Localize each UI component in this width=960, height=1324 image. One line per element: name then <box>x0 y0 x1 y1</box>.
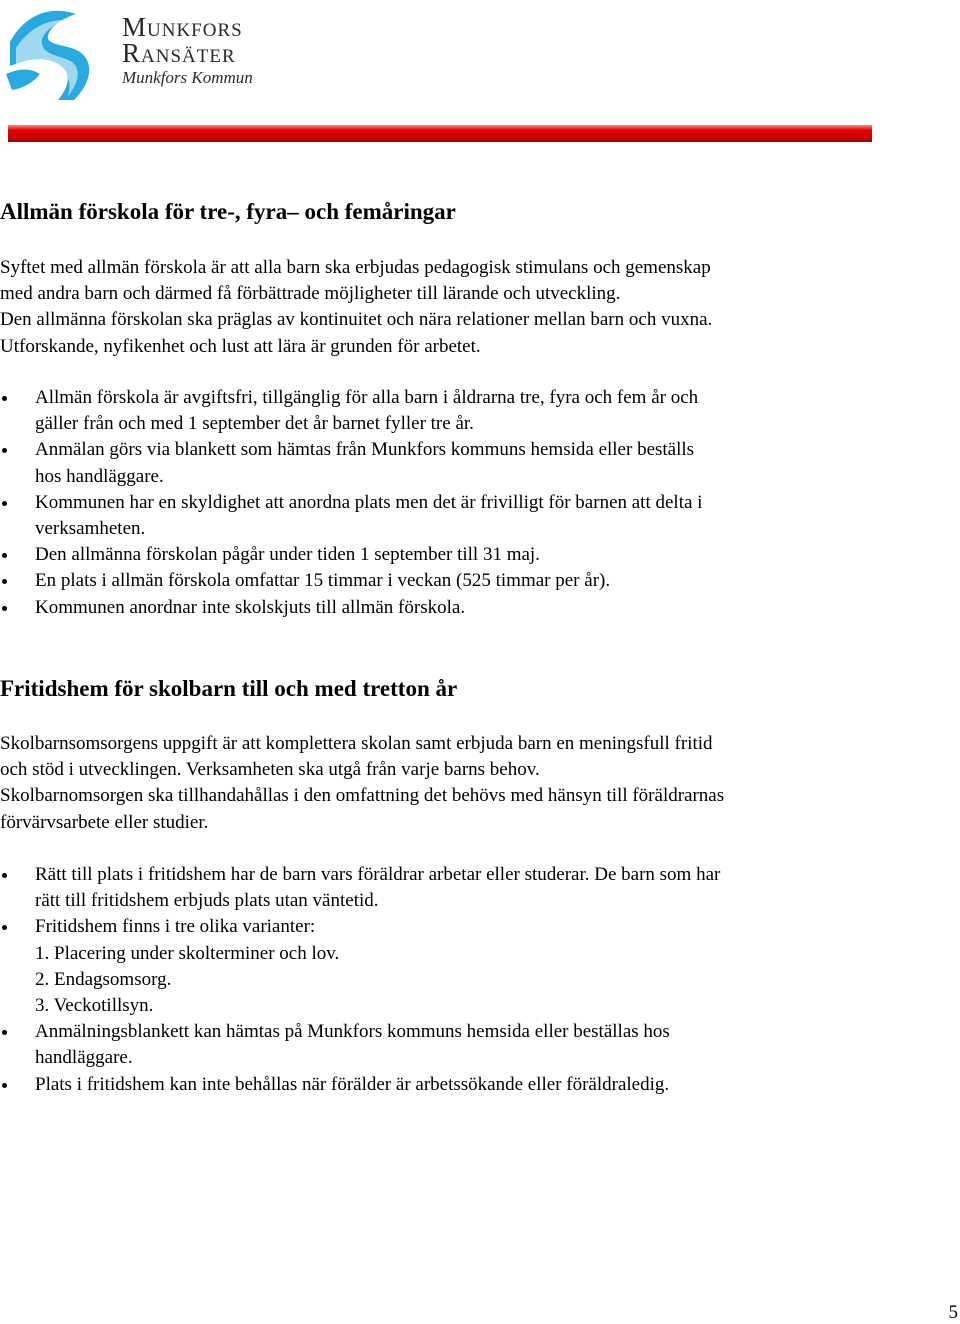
logo-title-line2: Ransäter <box>122 38 236 68</box>
paragraph-line: Skolbarnsomsorgens uppgift är att komplettera skolan samt erbjuda barn en meningsfull fritid <box>0 733 713 754</box>
list-item <box>0 1072 900 1098</box>
list-item-line: rätt till fritidshem erbjuds plats utan väntetid. <box>35 890 379 912</box>
list-item-line: Fritidshem finns i tre olika varianter: <box>35 916 316 938</box>
list-item <box>0 568 900 594</box>
bullet-icon <box>2 501 7 506</box>
bullet-icon <box>2 873 7 878</box>
section1-bullet-list <box>0 385 900 621</box>
bullet-icon <box>2 1030 7 1035</box>
list-item <box>0 490 900 542</box>
list-item-line: Rätt till plats i fritidshem har de barn vars föräldrar arbetar eller studerar. De barn som har <box>35 864 721 885</box>
list-item <box>0 542 900 568</box>
list-item-line: En plats i allmän förskola omfattar 15 timmar i veckan (525 timmar per år). <box>35 570 611 592</box>
list-item-line: Kommunen har en skyldighet att anordna plats men det är frivilligt för barnen att delta i <box>35 491 703 513</box>
list-item-line: 1. Placering under skolterminer och lov. <box>35 942 340 964</box>
paragraph-line: förvärvsarbete eller studier. <box>0 811 209 833</box>
list-item-line: handläggare. <box>35 1047 133 1069</box>
list-item-line: Plats i fritidshem kan inte behållas när förälder är arbetssökande eller föräldraledig. <box>35 1073 670 1095</box>
list-item-line: Allmän förskola är avgiftsfri, tillgänglig för alla barn i åldrarna tre, fyra och fem år och <box>35 387 699 408</box>
munkfors-logo <box>6 4 276 104</box>
section2-paragraph <box>0 731 900 836</box>
page-number: 5 <box>948 1302 958 1323</box>
list-item-line: Den allmänna förskolan pågår under tiden 1 september till 31 maj. <box>35 544 540 566</box>
bullet-icon <box>2 396 7 401</box>
logo-text <box>122 14 253 88</box>
bullet-icon <box>2 925 7 930</box>
section2-bullet-list <box>0 862 900 1098</box>
list-item <box>0 1019 900 1071</box>
list-item <box>0 595 900 621</box>
paragraph-line: Skolbarnomsorgen ska tillhandahållas i den omfattning det behövs med hänsyn till föräldrarnas <box>0 785 725 807</box>
list-item-line: 3. Veckotillsyn. <box>35 995 154 1017</box>
paragraph-line: Utforskande, nyfikenhet och lust att lära är grunden för arbetet. <box>0 335 481 357</box>
paragraph-line: Syftet med allmän förskola är att alla barn ska erbjudas pedagogisk stimulans och gemenskap <box>0 257 711 278</box>
bullet-icon <box>2 579 7 584</box>
list-item-line: gäller från och med 1 september det år barnet fyller tre år. <box>35 413 474 435</box>
list-item-line: verksamheten. <box>35 518 146 540</box>
list-item <box>0 437 900 489</box>
list-item <box>0 862 900 914</box>
section1-heading: Allmän förskola för tre-, fyra– och femåringar <box>0 199 456 224</box>
list-item-line: Anmälningsblankett kan hämtas på Munkfors kommuns hemsida eller beställas hos <box>35 1021 670 1043</box>
paragraph-line: med andra barn och därmed få förbättrade möjligheter till lärande och utveckling. <box>0 283 621 305</box>
logo-title-line1: Munkfors <box>122 12 243 42</box>
bullet-icon <box>2 448 7 453</box>
logo-subtitle: Munkfors Kommun <box>122 68 253 87</box>
list-item-line: Kommunen anordnar inte skolskjuts till allmän förskola. <box>35 596 466 618</box>
bullet-icon <box>2 553 7 558</box>
bullet-icon <box>2 1083 7 1088</box>
river-logo-icon <box>6 4 108 104</box>
paragraph-line: Den allmänna förskolan ska präglas av kontinuitet och nära relationer mellan barn och vuxna. <box>0 309 713 331</box>
list-item-line: 2. Endagsomsorg. <box>35 968 172 990</box>
list-item-line: Anmälan görs via blankett som hämtas från Munkfors kommuns hemsida eller beställs <box>35 439 695 461</box>
header-red-rule <box>8 125 872 142</box>
section2-heading: Fritidshem för skolbarn till och med tretton år <box>0 676 458 701</box>
list-item-line: hos handläggare. <box>35 465 164 487</box>
section1-paragraph <box>0 255 900 360</box>
list-item <box>0 385 900 437</box>
paragraph-line: och stöd i utvecklingen. Verksamheten ska utgå från varje barns behov. <box>0 759 540 781</box>
list-item <box>0 914 900 1019</box>
bullet-icon <box>2 606 7 611</box>
